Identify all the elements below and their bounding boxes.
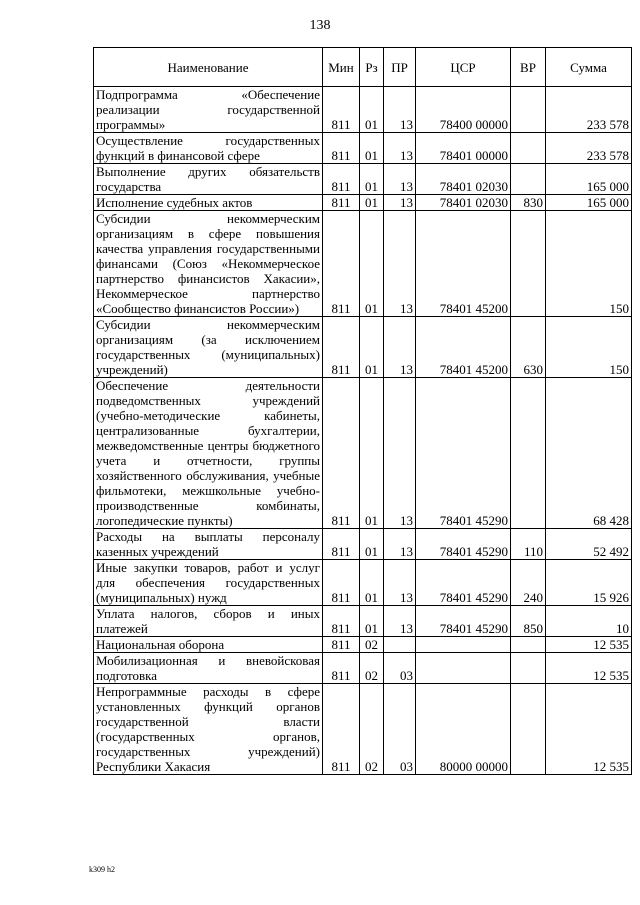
row-pr: 13 <box>384 317 416 378</box>
header-min: Мин <box>323 48 360 87</box>
row-vr <box>511 164 546 195</box>
header-pr: ПР <box>384 48 416 87</box>
row-sum: 12 535 <box>546 637 632 653</box>
row-min: 811 <box>323 529 360 560</box>
row-csr: 78401 45290 <box>416 378 511 529</box>
row-min: 811 <box>323 637 360 653</box>
table-row <box>94 606 632 637</box>
row-sum: 12 535 <box>546 653 632 684</box>
header-rz: Рз <box>360 48 384 87</box>
page-number: 138 <box>309 18 331 33</box>
row-min: 811 <box>323 684 360 775</box>
row-sum: 165 000 <box>546 164 632 195</box>
row-min: 811 <box>323 211 360 317</box>
row-vr <box>511 684 546 775</box>
row-rz: 01 <box>360 87 384 133</box>
row-name: Выполнение других обязательств государства <box>94 164 323 195</box>
row-vr <box>511 87 546 133</box>
row-vr <box>511 378 546 529</box>
row-name: Расходы на выплаты персоналу казенных учреждений <box>94 529 323 560</box>
row-rz: 01 <box>360 317 384 378</box>
table-row <box>94 378 632 529</box>
row-name: Обеспечение деятельности подведомственных учреждений (учебно-методические кабинеты, централизованные бухгалтерии, межведомственные центры бюджетного учета и отчетности, группы хозяйственного обслуживания, учебные фильмотеки, межшкольные учебно-производственные комбинаты, логопедические пункты) <box>94 378 323 529</box>
row-pr: 03 <box>384 684 416 775</box>
row-vr: 850 <box>511 606 546 637</box>
row-csr <box>416 653 511 684</box>
table-row <box>94 317 632 378</box>
row-csr: 78401 45290 <box>416 529 511 560</box>
header-sum: Сумма <box>546 48 632 87</box>
row-rz: 01 <box>360 133 384 164</box>
row-pr <box>384 637 416 653</box>
row-sum: 150 <box>546 211 632 317</box>
row-csr: 78401 45290 <box>416 606 511 637</box>
row-min: 811 <box>323 87 360 133</box>
row-min: 811 <box>323 653 360 684</box>
row-sum: 10 <box>546 606 632 637</box>
row-rz: 01 <box>360 211 384 317</box>
row-rz: 02 <box>360 684 384 775</box>
row-sum: 15 926 <box>546 560 632 606</box>
row-vr: 830 <box>511 195 546 211</box>
row-name: Субсидии некоммерческим организациям (за исключением государственных (муниципальных) учреждений) <box>94 317 323 378</box>
row-sum: 165 000 <box>546 195 632 211</box>
table-row <box>94 87 632 133</box>
row-rz: 01 <box>360 560 384 606</box>
table-row <box>94 211 632 317</box>
row-sum: 52 492 <box>546 529 632 560</box>
row-csr: 78401 02030 <box>416 164 511 195</box>
row-rz: 01 <box>360 606 384 637</box>
row-min: 811 <box>323 317 360 378</box>
row-vr: 240 <box>511 560 546 606</box>
footer-code: k309 h2 <box>89 865 115 874</box>
row-pr: 13 <box>384 529 416 560</box>
row-name: Национальная оборона <box>94 637 323 653</box>
row-csr: 78400 00000 <box>416 87 511 133</box>
table-row <box>94 637 632 653</box>
row-csr <box>416 637 511 653</box>
row-name: Осуществление государственных функций в финансовой сфере <box>94 133 323 164</box>
row-min: 811 <box>323 378 360 529</box>
header-row <box>94 48 632 87</box>
row-csr: 78401 02030 <box>416 195 511 211</box>
header-name: Наименование <box>94 48 323 87</box>
row-csr: 78401 45200 <box>416 317 511 378</box>
row-pr: 13 <box>384 560 416 606</box>
row-pr: 13 <box>384 606 416 637</box>
row-csr: 78401 00000 <box>416 133 511 164</box>
row-sum: 233 578 <box>546 133 632 164</box>
row-rz: 01 <box>360 195 384 211</box>
row-min: 811 <box>323 164 360 195</box>
budget-table <box>93 47 632 775</box>
row-name: Иные закупки товаров, работ и услуг для обеспечения государственных (муниципальных) нужд <box>94 560 323 606</box>
row-vr <box>511 133 546 164</box>
table-row <box>94 164 632 195</box>
row-name: Субсидии некоммерческим организациям в сфере повышения качества управления государственными финансами (Союз «Некоммерческое партнерство финансистов Хакасии», Некоммерческое партнерство «Сообщество финансистов России») <box>94 211 323 317</box>
row-csr: 78401 45290 <box>416 560 511 606</box>
row-sum: 233 578 <box>546 87 632 133</box>
table-row <box>94 195 632 211</box>
row-rz: 01 <box>360 164 384 195</box>
row-rz: 02 <box>360 637 384 653</box>
row-min: 811 <box>323 606 360 637</box>
row-name: Непрограммные расходы в сфере установленных функций органов государственной власти (государственных органов, государственных учреждений) Республики Хакасия <box>94 684 323 775</box>
row-pr: 03 <box>384 653 416 684</box>
row-name: Мобилизационная и вневойсковая подготовка <box>94 653 323 684</box>
header-vr: ВР <box>511 48 546 87</box>
row-pr: 13 <box>384 133 416 164</box>
row-min: 811 <box>323 560 360 606</box>
row-pr: 13 <box>384 87 416 133</box>
row-pr: 13 <box>384 195 416 211</box>
row-sum: 68 428 <box>546 378 632 529</box>
row-pr: 13 <box>384 211 416 317</box>
row-name: Подпрограмма «Обеспечение реализации государственной программы» <box>94 87 323 133</box>
row-pr: 13 <box>384 378 416 529</box>
row-min: 811 <box>323 133 360 164</box>
row-name: Уплата налогов, сборов и иных платежей <box>94 606 323 637</box>
row-vr: 630 <box>511 317 546 378</box>
row-name: Исполнение судебных актов <box>94 195 323 211</box>
header-csr: ЦСР <box>416 48 511 87</box>
row-rz: 02 <box>360 653 384 684</box>
table-row <box>94 684 632 775</box>
table-row <box>94 653 632 684</box>
row-rz: 01 <box>360 378 384 529</box>
row-vr: 110 <box>511 529 546 560</box>
row-vr <box>511 637 546 653</box>
row-vr <box>511 211 546 317</box>
row-sum: 12 535 <box>546 684 632 775</box>
row-min: 811 <box>323 195 360 211</box>
row-pr: 13 <box>384 164 416 195</box>
row-csr: 80000 00000 <box>416 684 511 775</box>
row-vr <box>511 653 546 684</box>
row-sum: 150 <box>546 317 632 378</box>
row-csr: 78401 45200 <box>416 211 511 317</box>
table-row <box>94 560 632 606</box>
table-row <box>94 133 632 164</box>
table-row <box>94 529 632 560</box>
row-rz: 01 <box>360 529 384 560</box>
